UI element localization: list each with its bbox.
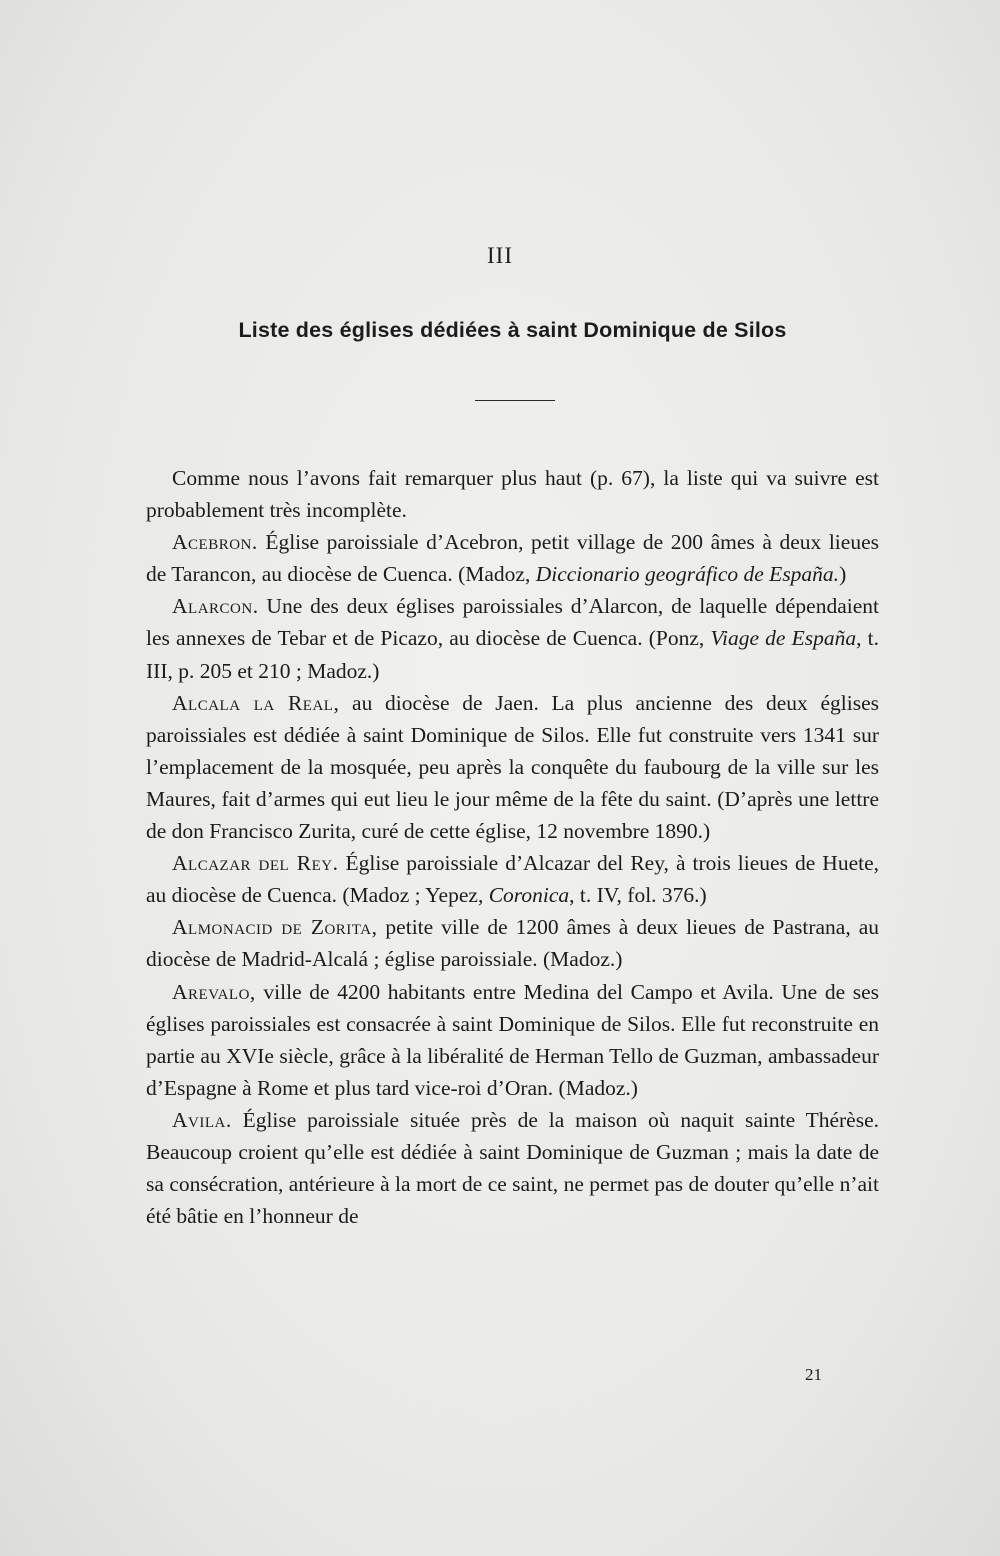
entry-text: Une des deux églises paroissiales d’Alarcon, de laquelle dépendaient les annexes de Tebar et de Picazo, au diocèse de Cuenca. (Ponz,	[146, 594, 879, 651]
entry-after: , t. IV, fol. 376.)	[569, 883, 707, 908]
entry-italic: Diccionario geográfico de España.	[535, 562, 840, 587]
entry-name: Alcala la Real,	[172, 690, 340, 715]
entry-text: Église paroissiale d’Alcazar del Rey, à trois lieues de Huete, au diocèse de Cuenca. (Madoz ; Yepez,	[146, 851, 879, 908]
page-number: 21	[805, 1365, 822, 1384]
entry-arevalo	[146, 976, 879, 1104]
entry-text: au diocèse de Jaen. La plus ancienne des deux églises paroissiales est dédiée à saint Dominique de Silos. Elle fut construite vers 1341 sur l’emplacement de la mosquée, peu après la conquête du faubourg de la ville sur les Maures, fait d’armes qui eut lieu le jour même de la fête du saint. (D’après une lettre de don Francisco Zurita, curé de cette église, 12 novembre 1890.)	[146, 690, 879, 844]
entry-text: Église paroissiale d’Acebron, petit village de 200 âmes à deux lieues de Tarancon, au diocèse de Cuenca. (Madoz,	[146, 530, 879, 587]
page-title: Liste des églises dédiées à saint Dominique de Silos	[238, 318, 787, 342]
entry-after: )	[839, 562, 847, 587]
entry-name: Alcazar del Rey.	[172, 851, 339, 876]
entry-after: , t. III, p. 205 et 210 ; Madoz.)	[146, 626, 879, 683]
entry-italic: Coronica	[488, 883, 570, 908]
chapter-number: III	[487, 243, 513, 268]
entry-alarcon	[146, 590, 879, 686]
entry-acebron	[146, 526, 879, 590]
entry-name: Alarcon.	[172, 594, 259, 619]
body-text	[146, 462, 879, 1232]
entry-name: Avila.	[172, 1107, 232, 1132]
entry-text: ville de 4200 habitants entre Medina del Campo et Avila. Une de ses églises paroissiales est consacrée à saint Dominique de Silos. Elle fut reconstruite en partie au XVIe siècle, grâce à la libéralité de Herman Tello de Guzman, ambassadeur d’Espagne à Rome et plus tard vice-roi d’Oran. (Madoz.)	[146, 979, 879, 1100]
entry-text: petite ville de 1200 âmes à deux lieues de Pastrana, au diocèse de Madrid-Alcalá ; église paroissiale. (Madoz.)	[146, 915, 879, 972]
entry-name: Arevalo,	[172, 979, 256, 1004]
intro-paragraph: Comme nous l’avons fait remarquer plus haut (p. 67), la liste qui va suivre est probablement très incomplète.	[146, 466, 879, 523]
entry-almonacid-de-zorita	[146, 911, 879, 975]
entry-alcala-la-real	[146, 687, 879, 847]
entry-text: Église paroissiale située près de la maison où naquit sainte Thérèse. Beaucoup croient qu’elle est dédiée à saint Dominique de Guzman ; mais la date de sa consécration, antérieure à la mort de ce saint, ne permet pas de douter qu’elle n’ait été bâtie en l’honneur de	[146, 1107, 879, 1229]
entry-name: Acebron.	[172, 530, 258, 555]
entry-alcazar-del-rey	[146, 847, 879, 911]
entry-italic: Viage de España	[710, 626, 857, 651]
entry-avila	[146, 1104, 879, 1232]
bleed-through-shadow	[150, 95, 870, 455]
title-rule	[475, 400, 555, 401]
entry-name: Almonacid de Zorita,	[172, 915, 378, 940]
